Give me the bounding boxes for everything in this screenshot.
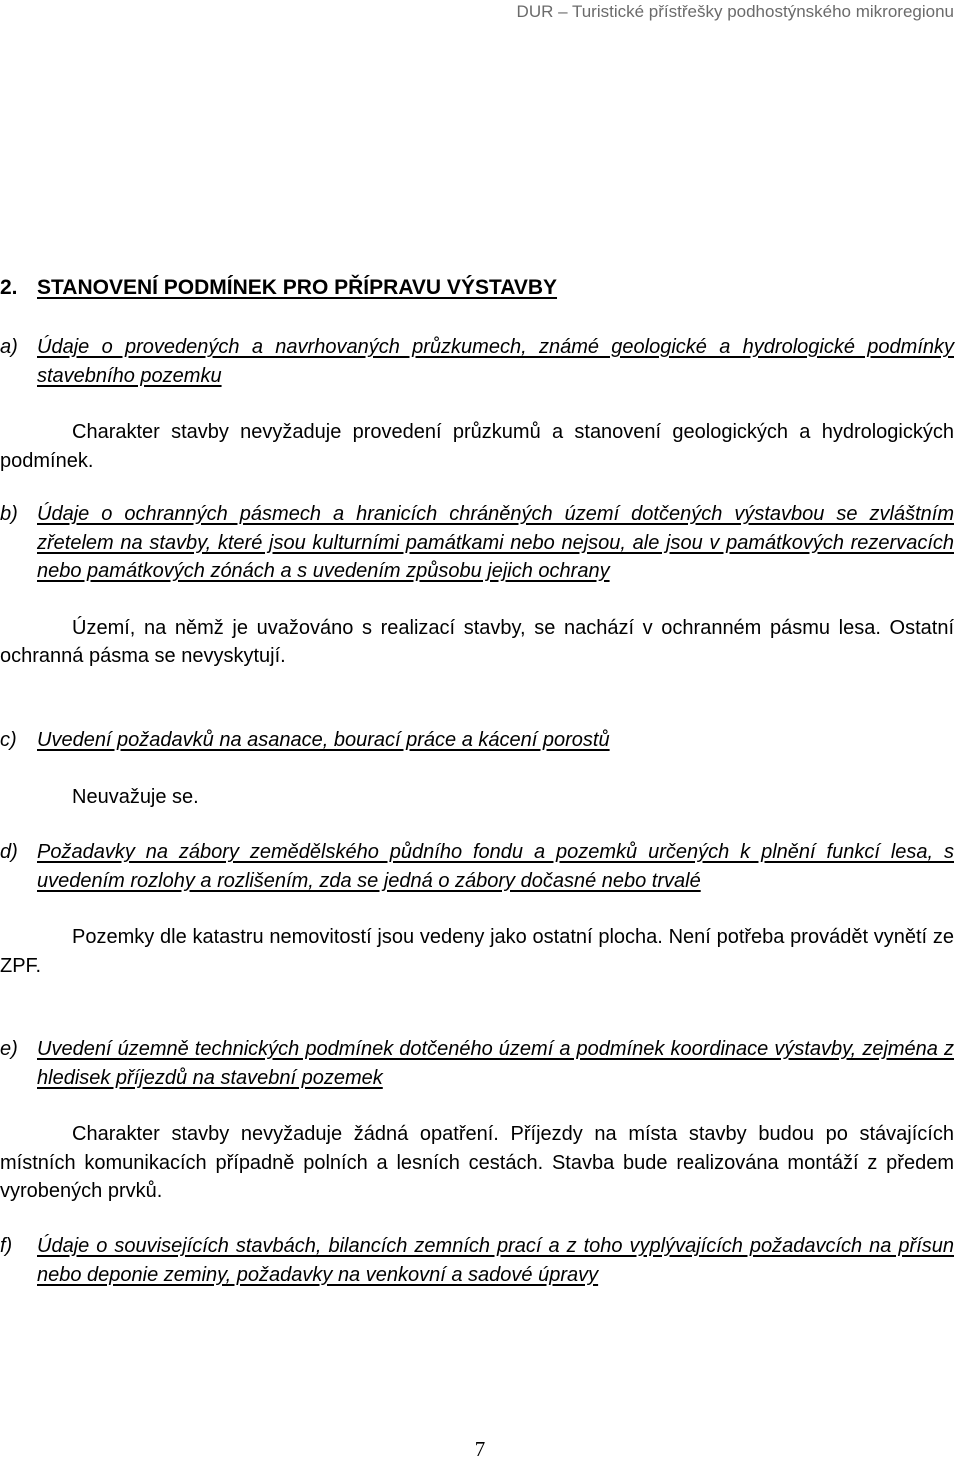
section-heading [0, 276, 557, 300]
subsection-f [0, 1232, 954, 1289]
subsection-heading-text: Požadavky na zábory zemědělského půdního fondu a pozemků určených k plnění funkcí lesa, s uvedením rozlohy a rozlišením, zda se jedná o zábory dočasné nebo trvalé [37, 841, 954, 892]
subsection-heading-text: Uvedení územně technických podmínek dotčeného území a podmínek koordinace výstavby, zejména z hledisek příjezdů na stavební pozemek [37, 1038, 954, 1089]
subsection-body: Charakter stavby nevyžaduje žádná opatření. Příjezdy na místa stavby budou po stávajících místních komunikacích případně polních a lesních cestách. Stavba bude realizována montáží z předem vyrobených prvků. [0, 1123, 954, 1202]
subsection-d [0, 838, 954, 980]
section-title: STANOVENÍ PODMÍNEK PRO PŘÍPRAVU VÝSTAVBY [37, 276, 558, 299]
subsection-heading-text: Údaje o provedených a navrhovaných průzkumech, známé geologické a hydrologické podmínky stavebního pozemku [37, 336, 954, 387]
subsection-letter: c) [0, 729, 17, 751]
subsection-heading [0, 1232, 954, 1289]
subsection-heading [0, 838, 954, 895]
subsection-letter: b) [0, 503, 18, 525]
subsection-letter: a) [0, 336, 18, 358]
subsection-heading-text: Údaje o souvisejících stavbách, bilancích zemních prací a z toho vyplývajících požadavcích na přísun nebo deponie zeminy, požadavky na venkovní a sadové úpravy [37, 1235, 954, 1286]
subsection-letter: f) [0, 1235, 13, 1257]
subsection-b [0, 500, 954, 671]
subsection-letter: e) [0, 1038, 18, 1060]
subsection-heading [0, 333, 954, 390]
subsection-a [0, 333, 954, 475]
subsection-letter: d) [0, 841, 18, 863]
subsection-heading [0, 500, 954, 586]
subsection-heading-text: Údaje o ochranných pásmech a hranicích chráněných území dotčených výstavbou se zvláštním zřetelem na stavby, které jsou kulturními památkami nebo nejsou, ale jsou v památkových rezervacích nebo památkových zónách a s uvedením způsobu jejich ochrany [37, 503, 954, 582]
subsection-heading [0, 1035, 954, 1092]
section-number: 2. [0, 276, 18, 299]
subsection-body: Neuvažuje se. [72, 785, 199, 808]
page-number: 7 [474, 1437, 486, 1461]
running-header: DUR – Turistické přístřešky podhostýnského mikroregionu [516, 2, 954, 21]
subsection-heading [0, 726, 954, 755]
subsection-e [0, 1035, 954, 1206]
subsection-c [0, 726, 954, 811]
subsection-body: Území, na němž je uvažováno s realizací stavby, se nachází v ochranném pásmu lesa. Ostatní ochranná pásma se nevyskytují. [0, 616, 954, 667]
subsection-body: Charakter stavby nevyžaduje provedení průzkumů a stanovení geologických a hydrologických podmínek. [0, 421, 954, 472]
subsection-heading-text: Uvedení požadavků na asanace, bourací práce a kácení porostů [37, 729, 610, 751]
subsection-body: Pozemky dle katastru nemovitostí jsou vedeny jako ostatní plocha. Není potřeba provádět vynětí ze ZPF. [0, 926, 954, 977]
